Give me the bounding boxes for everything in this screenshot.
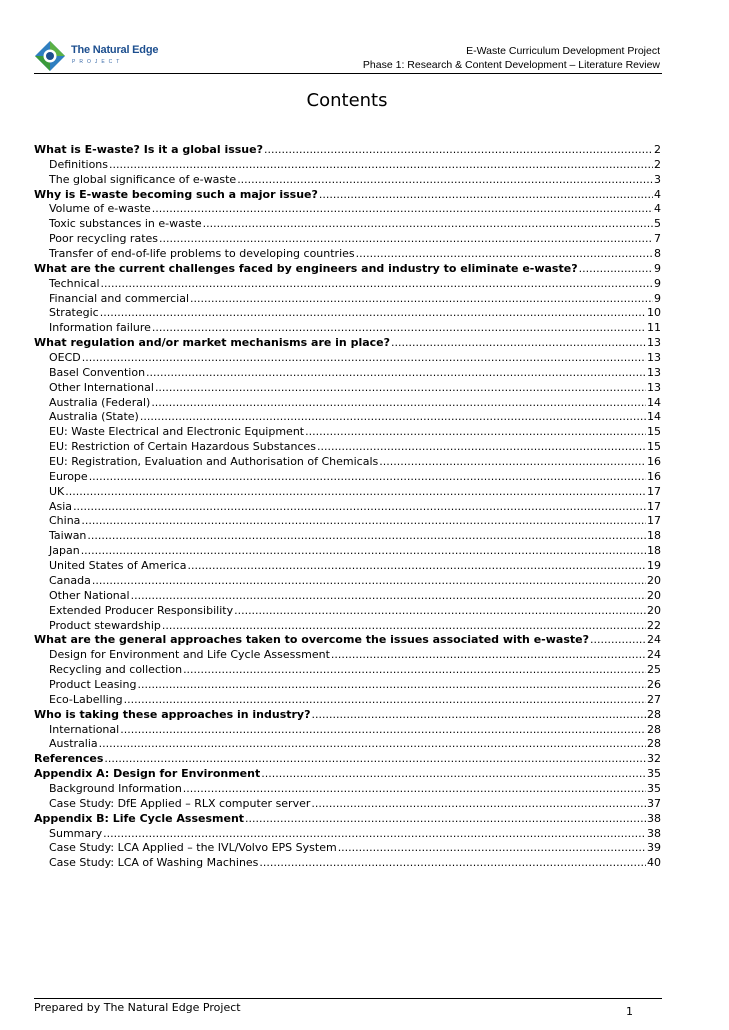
toc-entry-label: Canada [49,573,91,587]
toc-dot-leader [331,648,646,661]
toc-subsection-entry[interactable] [34,663,661,678]
toc-subsection-entry[interactable] [34,306,661,321]
toc-entry-label: What are the general approaches taken to overcome the issues associated with e-waste? [34,633,589,647]
footer-divider [34,998,662,999]
footer-page-number: 1 [626,1005,633,1018]
toc-dot-leader [65,485,646,498]
toc-entry-page: 18 [647,529,661,543]
toc-entry-page: 39 [647,841,661,855]
toc-entry-page: 13 [647,380,661,394]
toc-dot-leader [237,173,653,186]
toc-subsection-entry[interactable] [34,797,661,812]
header-phase: Phase 1: Research & Content Development – Literature Review [362,59,660,71]
toc-section-entry[interactable] [34,143,661,158]
toc-dot-leader [338,841,646,854]
toc-entry-page: 24 [647,633,661,647]
toc-entry-page: 9 [654,261,661,275]
toc-dot-leader [109,158,653,171]
table-of-contents [34,143,661,871]
toc-entry-page: 37 [647,796,661,810]
toc-entry-page: 7 [654,232,661,246]
toc-dot-leader [87,529,646,542]
toc-entry-page: 35 [647,781,661,795]
toc-entry-label: Australia (Federal) [49,395,151,409]
toc-entry-label: Appendix B: Life Cycle Assesment [34,811,245,825]
toc-dot-leader [151,396,646,409]
toc-entry-label: Poor recycling rates [49,232,159,246]
toc-section-entry[interactable] [34,262,661,277]
header-project: E-Waste Curriculum Development Project [466,45,660,57]
toc-entry-page: 17 [647,514,661,528]
toc-entry-page: 16 [647,455,661,469]
toc-entry-page: 9 [654,276,661,290]
toc-entry-label: Eco-Labelling [49,692,123,706]
toc-dot-leader [190,292,653,305]
toc-entry-page: 27 [647,692,661,706]
toc-subsection-entry[interactable] [34,782,661,797]
toc-subsection-entry[interactable] [34,217,661,232]
toc-dot-leader [100,306,646,319]
toc-entry-label: China [49,514,81,528]
toc-entry-label: Case Study: DfE Applied – RLX computer server [49,796,311,810]
toc-entry-label: Definitions [49,157,108,171]
logo [34,40,159,72]
toc-entry-label: Who is taking these approaches in industry? [34,707,311,721]
toc-entry-page: 19 [647,559,661,573]
toc-subsection-entry[interactable] [34,737,661,752]
toc-subsection-entry[interactable] [34,514,661,529]
toc-entry-label: UK [49,484,65,498]
toc-entry-label: Strategic [49,306,99,320]
toc-dot-leader [379,455,646,468]
toc-entry-page: 24 [647,648,661,662]
toc-entry-label: Appendix A: Design for Environment [34,767,261,781]
toc-subsection-entry[interactable] [34,604,661,619]
toc-entry-label: Other International [49,380,154,394]
toc-entry-page: 13 [647,351,661,365]
toc-subsection-entry[interactable] [34,410,661,425]
toc-entry-label: International [49,722,120,736]
toc-subsection-entry[interactable] [34,440,661,455]
toc-entry-label: Product Leasing [49,677,137,691]
toc-entry-page: 15 [647,425,661,439]
toc-dot-leader [146,366,646,379]
toc-entry-label: Recycling and collection [49,663,183,677]
toc-entry-label: Japan [49,544,80,558]
toc-entry-label: Product stewardship [49,618,161,632]
toc-dot-leader [356,247,653,260]
toc-subsection-entry[interactable] [34,425,661,440]
toc-dot-leader [187,559,646,572]
toc-entry-page: 15 [647,440,661,454]
toc-entry-label: What are the current challenges faced by engineers and industry to eliminate e-waste? [34,261,578,275]
toc-dot-leader [234,604,646,617]
toc-subsection-entry[interactable] [34,589,661,604]
logo-sub: PROJECT [72,59,124,65]
toc-dot-leader [140,410,646,423]
toc-dot-leader [264,143,653,156]
toc-entry-page: 8 [654,247,661,261]
toc-subsection-entry[interactable] [34,723,661,738]
toc-dot-leader [104,752,646,765]
toc-entry-page: 38 [647,811,661,825]
toc-dot-leader [81,514,646,527]
toc-entry-page: 16 [647,469,661,483]
toc-section-entry[interactable] [34,767,661,782]
toc-entry-page: 25 [647,663,661,677]
toc-entry-page: 20 [647,588,661,602]
toc-entry-label: Transfer of end-of-life problems to developing countries [49,247,355,261]
toc-subsection-entry[interactable] [34,247,661,262]
toc-entry-page: 14 [647,395,661,409]
toc-entry-label: Australia [49,737,98,751]
toc-entry-label: Case Study: LCA Applied – the IVL/Volvo EPS System [49,841,337,855]
toc-entry-page: 32 [647,752,661,766]
toc-section-entry[interactable] [34,812,661,827]
toc-dot-leader [305,425,646,438]
toc-entry-label: Extended Producer Responsibility [49,603,234,617]
toc-entry-page: 22 [647,618,661,632]
toc-dot-leader [120,723,646,736]
toc-entry-label: Technical [49,276,100,290]
toc-entry-page: 28 [647,722,661,736]
toc-entry-page: 18 [647,544,661,558]
toc-entry-page: 26 [647,677,661,691]
toc-entry-page: 5 [654,217,661,231]
toc-dot-leader [203,217,653,230]
header-divider [34,73,662,74]
toc-entry-page: 2 [654,157,661,171]
toc-entry-label: Basel Convention [49,365,146,379]
toc-entry-label: Summary [49,826,103,840]
footer-prepared-by: Prepared by The Natural Edge Project [34,1001,241,1014]
toc-entry-label: Case Study: LCA of Washing Machines [49,856,259,870]
toc-section-entry[interactable] [34,708,661,723]
toc-entry-page: 2 [654,143,661,156]
toc-entry-page: 28 [647,737,661,751]
natural-edge-logo-icon [34,40,66,72]
toc-dot-leader [137,678,646,691]
toc-dot-leader [590,633,646,646]
toc-entry-page: 13 [647,365,661,379]
toc-dot-leader [317,440,646,453]
toc-entry-page: 4 [654,202,661,216]
toc-subsection-entry[interactable] [34,693,661,708]
toc-subsection-entry[interactable] [34,500,661,515]
page-title: Contents [306,90,388,111]
toc-entry-label: United States of America [49,559,187,573]
toc-subsection-entry[interactable] [34,366,661,381]
toc-section-entry[interactable] [34,752,661,767]
toc-dot-leader [101,277,653,290]
toc-dot-leader [99,737,646,750]
toc-subsection-entry[interactable] [34,232,661,247]
toc-entry-label: Asia [49,499,73,513]
toc-subsection-entry[interactable] [34,396,661,411]
toc-entry-page: 20 [647,573,661,587]
toc-dot-leader [103,827,646,840]
toc-entry-label: Other National [49,588,130,602]
toc-subsection-entry[interactable] [34,202,661,217]
toc-entry-label: What is E-waste? Is it a global issue? [34,143,263,156]
toc-subsection-entry[interactable] [34,529,661,544]
toc-dot-leader [82,351,646,364]
toc-entry-page: 17 [647,499,661,513]
toc-entry-page: 35 [647,767,661,781]
toc-section-entry[interactable] [34,336,661,351]
toc-subsection-entry[interactable] [34,277,661,292]
toc-entry-page: 4 [654,187,661,201]
toc-dot-leader [131,589,646,602]
toc-dot-leader [391,336,646,349]
toc-dot-leader [261,767,646,780]
toc-entry-label: Background Information [49,781,182,795]
toc-subsection-entry[interactable] [34,485,661,500]
toc-section-entry[interactable] [34,633,661,648]
toc-subsection-entry[interactable] [34,827,661,842]
toc-dot-leader [81,544,646,557]
toc-dot-leader [159,232,653,245]
toc-entry-label: What regulation and/or market mechanisms are in place? [34,336,391,350]
toc-subsection-entry[interactable] [34,574,661,589]
toc-entry-label: EU: Registration, Evaluation and Authorisation of Chemicals [49,455,379,469]
toc-subsection-entry[interactable] [34,559,661,574]
toc-subsection-entry[interactable] [34,173,661,188]
toc-dot-leader [311,708,646,721]
toc-subsection-entry[interactable] [34,470,661,485]
logo-name: The Natural Edge [71,44,159,56]
toc-dot-leader [92,574,646,587]
toc-subsection-entry[interactable] [34,292,661,307]
toc-dot-leader [319,188,653,201]
toc-subsection-entry[interactable] [34,544,661,559]
toc-entry-label: Europe [49,469,88,483]
toc-subsection-entry[interactable] [34,619,661,634]
toc-entry-label: Information failure [49,321,151,335]
toc-dot-leader [183,782,646,795]
toc-entry-label: Toxic substances in e-waste [49,217,202,231]
toc-entry-label: The global significance of e-waste [49,172,237,186]
toc-dot-leader [311,797,646,810]
toc-entry-page: 9 [654,291,661,305]
toc-entry-page: 28 [647,707,661,721]
toc-dot-leader [162,619,646,632]
toc-entry-page: 20 [647,603,661,617]
toc-entry-label: Volume of e-waste [49,202,151,216]
toc-entry-label: Australia (State) [49,410,139,424]
toc-entry-page: 17 [647,484,661,498]
toc-entry-label: Why is E-waste becoming such a major issue? [34,187,318,201]
toc-entry-page: 40 [647,856,661,870]
toc-dot-leader [124,693,646,706]
toc-dot-leader [152,202,653,215]
toc-dot-leader [73,500,646,513]
toc-section-entry[interactable] [34,188,661,203]
toc-subsection-entry[interactable] [34,648,661,663]
toc-dot-leader [152,321,646,334]
toc-dot-leader [245,812,646,825]
toc-subsection-entry[interactable] [34,455,661,470]
toc-entry-label: Financial and commercial [49,291,190,305]
page-header [363,44,660,72]
toc-subsection-entry[interactable] [34,841,661,856]
toc-subsection-entry[interactable] [34,351,661,366]
toc-entry-label: References [34,752,104,766]
toc-dot-leader [89,470,646,483]
toc-entry-label: Design for Environment and Life Cycle Assessment [49,648,330,662]
toc-entry-page: 11 [647,321,661,335]
toc-dot-leader [579,262,653,275]
toc-entry-page: 13 [647,336,661,350]
toc-entry-label: EU: Restriction of Certain Hazardous Substances [49,440,317,454]
toc-dot-leader [259,856,646,869]
toc-subsection-entry[interactable] [34,678,661,693]
toc-entry-page: 14 [647,410,661,424]
toc-entry-page: 3 [654,172,661,186]
toc-entry-label: Taiwan [49,529,87,543]
toc-subsection-entry[interactable] [34,381,661,396]
toc-entry-page: 10 [647,306,661,320]
toc-dot-leader [155,381,646,394]
toc-entry-label: OECD [49,351,81,365]
toc-dot-leader [183,663,646,676]
toc-entry-label: EU: Waste Electrical and Electronic Equipment [49,425,305,439]
toc-subsection-entry[interactable] [34,321,661,336]
toc-subsection-entry[interactable] [34,856,661,871]
toc-subsection-entry[interactable] [34,158,661,173]
toc-entry-page: 38 [647,826,661,840]
